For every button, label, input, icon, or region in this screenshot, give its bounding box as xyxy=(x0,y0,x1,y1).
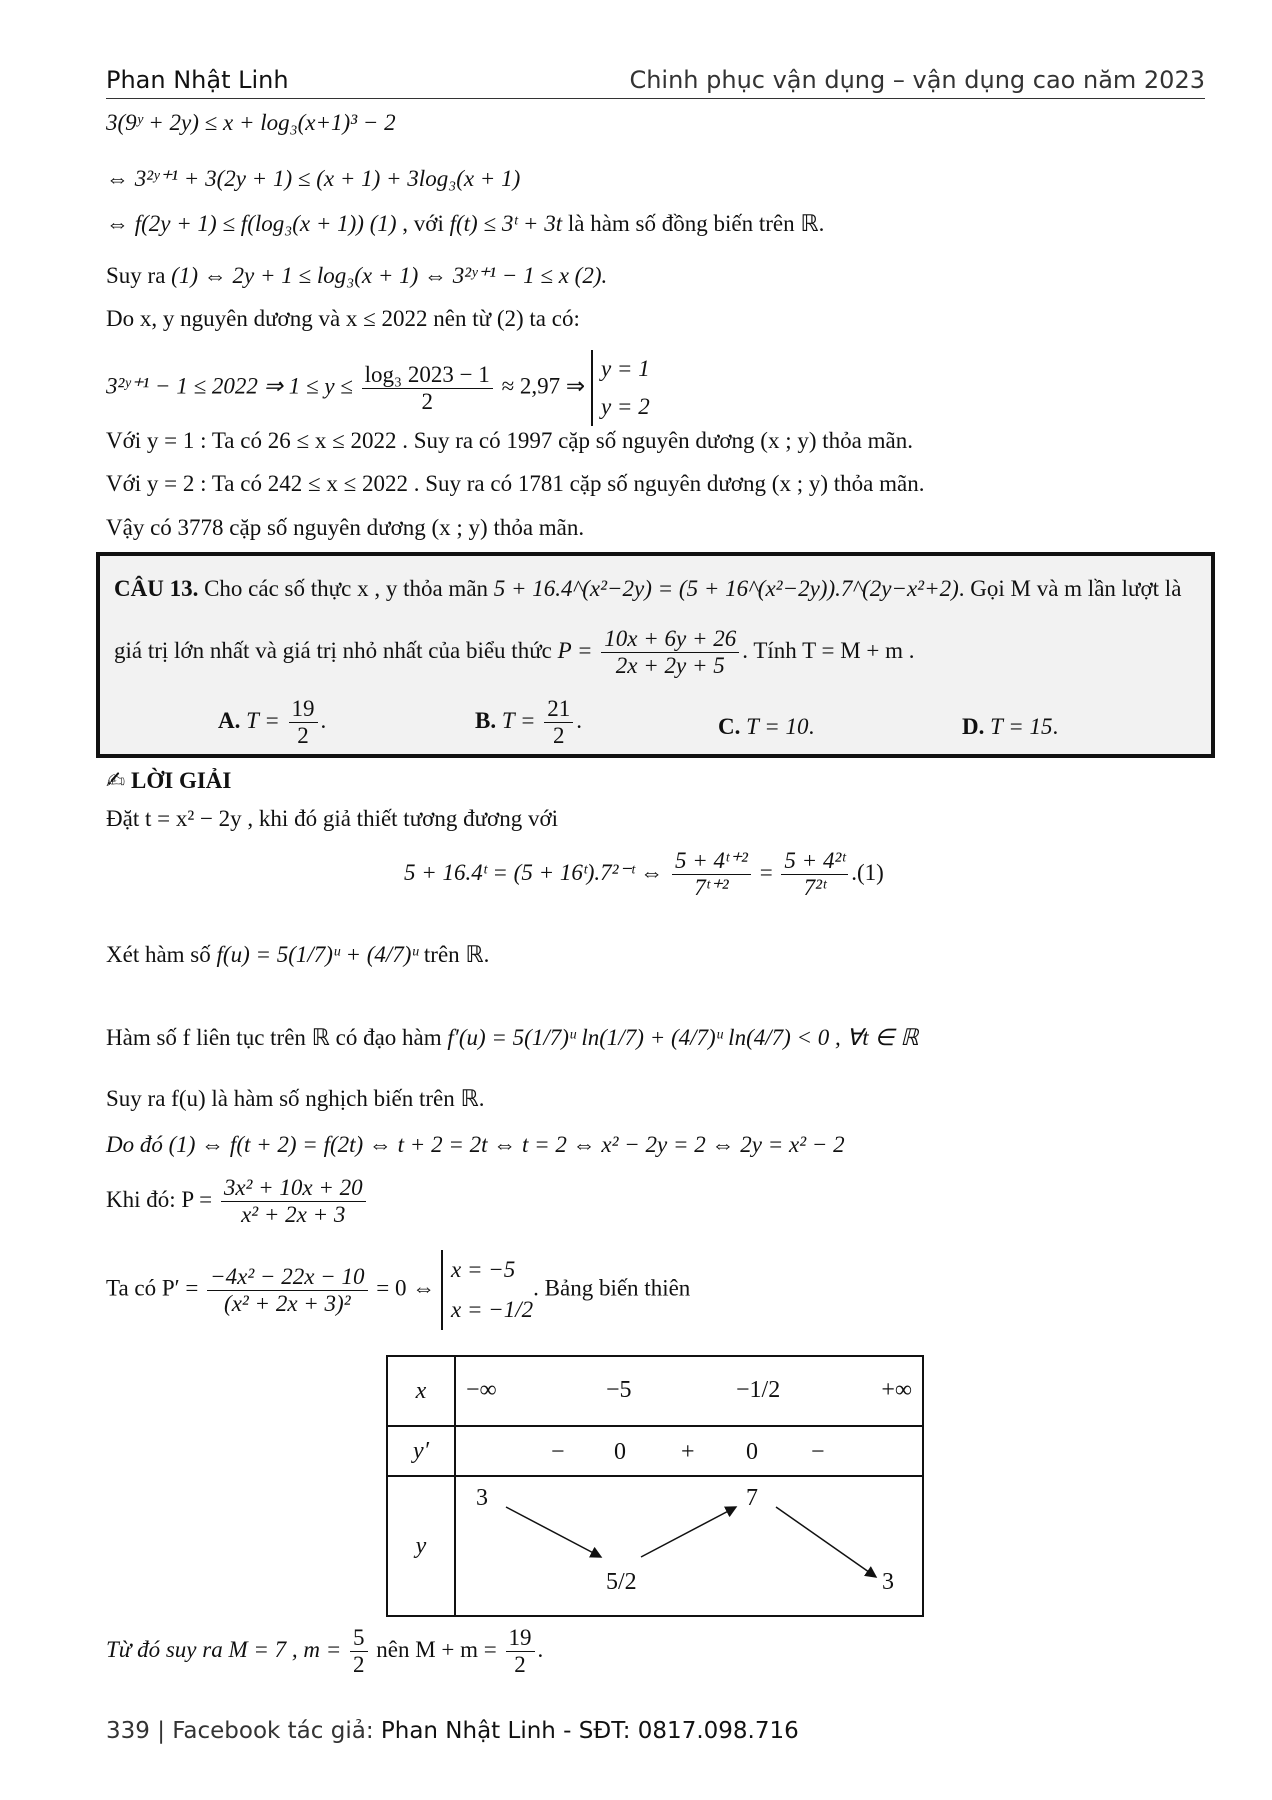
s7-num: 3x² + 10x + 20 xyxy=(221,1175,366,1202)
question-text-2: . Gọi M và m lần lượt là xyxy=(958,576,1182,601)
top-line-3 xyxy=(106,211,824,237)
question-label: CÂU 13. xyxy=(114,576,199,601)
s8-den: (x² + 2x + 3)² xyxy=(224,1290,351,1316)
s9-m-fraction xyxy=(350,1625,368,1678)
question-box xyxy=(96,552,1215,758)
solution-line-8 xyxy=(106,1250,690,1330)
s2-f2-num: 5 + 4²ᵗ xyxy=(781,848,848,875)
solution-line-7 xyxy=(106,1175,369,1228)
y-value-start: 3 xyxy=(476,1485,488,1511)
s7-den: x² + 2x + 3 xyxy=(241,1202,346,1227)
footer-page-number: 339 xyxy=(106,1718,150,1744)
option-a-fraction xyxy=(289,696,318,749)
case-bracket xyxy=(591,350,650,426)
x-value-pos-inf: +∞ xyxy=(881,1377,912,1403)
s3-text: Xét hàm số xyxy=(106,942,211,967)
s2-fraction-2 xyxy=(781,848,848,901)
top-line-3-math: ⇔ f(2y + 1) ≤ f(log₃(x + 1)) (1) xyxy=(106,211,397,236)
option-a-num: 19 xyxy=(289,696,318,723)
case-1: y = 1 xyxy=(600,356,650,381)
solution-line-4 xyxy=(106,1025,918,1051)
s9-r-num: 19 xyxy=(506,1625,535,1652)
header-series: Chinh phục vận dụng – vận dụng cao năm 2023 xyxy=(629,66,1205,94)
top-line-4-text: Suy ra xyxy=(106,263,166,288)
arrow-down-2 xyxy=(776,1507,876,1577)
solution-line-6: Do đó (1) ⇔ f(t + 2) = f(2t) ⇔ t + 2 = 2t ⇔ t = 2 ⇔ x² − 2y = 2 ⇔ 2y = x² − 2 xyxy=(106,1132,845,1157)
page-header xyxy=(106,64,1205,99)
top-line-4-math: (1) ⇔ 2y + 1 ≤ log₃(x + 1) ⇔ 3²ʸ⁺¹ − 1 ≤ x (2). xyxy=(171,263,608,288)
option-d[interactable] xyxy=(962,714,1058,740)
pen-icon: ✍ xyxy=(106,768,126,794)
question-text-3: giá trị lớn nhất và giá trị nhỏ nhất của biểu thức xyxy=(114,637,552,663)
option-a-lhs: T = xyxy=(246,707,280,733)
yp-sign-1: − xyxy=(551,1439,565,1465)
top-line-3-text1: , với xyxy=(402,211,444,236)
yp-zero-2: 0 xyxy=(746,1439,758,1465)
top-line-1: 3(9ʸ + 2y) ≤ x + log₃(x+1)³ − 2 xyxy=(106,110,396,135)
s8-num: −4x² − 22x − 10 xyxy=(207,1264,367,1291)
s3-tail: trên ℝ. xyxy=(423,942,490,967)
arrow-up xyxy=(641,1507,736,1557)
s8-fraction xyxy=(207,1264,367,1317)
s2-left: 5 + 16.4ᵗ = (5 + 16ᵗ).7²⁻ᵗ ⇔ xyxy=(404,859,664,885)
solution-title-text: LỜI GIẢI xyxy=(131,768,232,793)
option-a-label: A. xyxy=(218,707,241,733)
s4-math: f′(u) = 5(1/7)ᵘ ln(1/7) + (4/7)ᵘ ln(4/7) < 0 , ∀t ∈ ℝ xyxy=(447,1025,919,1050)
s9-r-den: 2 xyxy=(514,1652,526,1677)
question-line-1 xyxy=(114,576,1181,602)
option-c-tail: . xyxy=(808,714,815,739)
option-b-den: 2 xyxy=(553,723,565,748)
s2-f2-den: 7²ᵗ xyxy=(803,875,826,900)
top-line-5: Do x, y nguyên dương và x ≤ 2022 nên từ (2) ta có: xyxy=(106,306,580,331)
top-line-3-fn: f(t) ≤ 3ᵗ + 3t xyxy=(449,211,563,236)
fraction-numerator: log₃ 2023 − 1 xyxy=(362,362,493,389)
p-fraction xyxy=(601,626,739,679)
y-value-max: 7 xyxy=(746,1485,758,1511)
page-footer xyxy=(106,1718,799,1744)
y-value-end: 3 xyxy=(882,1569,894,1595)
yp-sign-2: + xyxy=(681,1439,695,1465)
p-denominator: 2x + 2y + 5 xyxy=(615,653,725,678)
s2-f1-den: 7ᵗ⁺² xyxy=(694,875,729,900)
option-b[interactable] xyxy=(475,696,582,749)
s9-tail: . xyxy=(537,1636,544,1662)
arrow-down-1 xyxy=(506,1507,601,1557)
table-x-row xyxy=(455,1356,923,1426)
top-line-9: Vậy có 3778 cặp số nguyên dương (x ; y) thỏa mãn. xyxy=(106,515,585,540)
s8-case-2: x = −1/2 xyxy=(451,1297,534,1322)
s8-left: Ta có P′ = xyxy=(106,1275,199,1301)
option-d-label: D. xyxy=(962,714,985,739)
top-line-4 xyxy=(106,263,607,289)
solution-line-5: Suy ra f(u) là hàm số nghịch biến trên ℝ. xyxy=(106,1086,485,1111)
footer-author-contact: Phan Nhật Linh - SĐT: 0817.098.716 xyxy=(380,1718,799,1744)
table-x-label: x xyxy=(387,1356,455,1426)
s4-text: Hàm số f liên tục trên ℝ có đạo hàm xyxy=(106,1025,442,1050)
option-b-num: 21 xyxy=(544,696,573,723)
y-value-min: 5/2 xyxy=(606,1569,637,1595)
option-b-fraction xyxy=(544,696,573,749)
yp-zero-1: 0 xyxy=(614,1439,626,1465)
question-text-4: . Tính T = M + m . xyxy=(742,637,915,663)
p-left: P = xyxy=(557,637,593,663)
s8-case-1: x = −5 xyxy=(451,1257,516,1282)
s8-case-bracket xyxy=(441,1250,533,1330)
variation-arrows xyxy=(456,1477,924,1617)
s2-eq: = xyxy=(759,859,773,885)
header-author: Phan Nhật Linh xyxy=(106,66,289,94)
top-line-6-fraction xyxy=(362,362,493,415)
top-line-6-right: ≈ 2,97 ⇒ xyxy=(501,373,586,399)
s7-fraction xyxy=(221,1175,366,1228)
option-a[interactable] xyxy=(218,696,326,749)
x-value-neg-inf: −∞ xyxy=(466,1377,497,1403)
option-a-tail: . xyxy=(320,707,327,733)
s3-math: f(u) = 5(1/7)ᵘ + (4/7)ᵘ xyxy=(216,942,419,967)
x-value-neg5: −5 xyxy=(606,1377,632,1403)
s2-fraction-1 xyxy=(672,848,751,901)
option-c[interactable] xyxy=(718,714,814,740)
yp-sign-3: − xyxy=(811,1439,825,1465)
option-d-lhs: T = 15 xyxy=(990,714,1053,739)
table-yp-row xyxy=(455,1426,923,1476)
table-yp-label: y′ xyxy=(387,1426,455,1476)
option-b-lhs: T = xyxy=(501,707,536,733)
top-line-3-text2: là hàm số đồng biến trên ℝ. xyxy=(567,211,825,236)
case-2: y = 2 xyxy=(600,394,650,419)
s8-tail: . Bảng biến thiên xyxy=(533,1275,691,1301)
x-value-neg-half: −1/2 xyxy=(736,1377,781,1403)
option-b-label: B. xyxy=(475,707,497,733)
variation-table xyxy=(386,1355,924,1617)
table-y-label: y xyxy=(387,1476,455,1616)
footer-label: | Facebook tác giả: xyxy=(157,1718,374,1744)
s2-tail: .(1) xyxy=(851,859,884,885)
solution-line-2 xyxy=(404,848,884,901)
option-d-tail: . xyxy=(1052,714,1059,739)
s9-left: Từ đó suy ra M = 7 , m = xyxy=(106,1636,342,1662)
question-text-1: Cho các số thực x , y thỏa mãn xyxy=(204,576,489,601)
top-line-7: Với y = 1 : Ta có 26 ≤ x ≤ 2022 . Suy ra có 1997 cặp số nguyên dương (x ; y) thỏa mãn. xyxy=(106,428,913,453)
option-a-den: 2 xyxy=(297,723,309,748)
solution-line-9 xyxy=(106,1625,543,1678)
s2-f1-num: 5 + 4ᵗ⁺² xyxy=(672,848,751,875)
s9-r-fraction xyxy=(506,1625,535,1678)
top-line-6-left: 3²ʸ⁺¹ − 1 ≤ 2022 ⇒ 1 ≤ y ≤ xyxy=(106,373,353,399)
solution-line-1: Đặt t = x² − 2y , khi đó giả thiết tương đương với xyxy=(106,806,559,831)
option-c-label: C. xyxy=(718,714,741,739)
s9-m-num: 5 xyxy=(350,1625,368,1652)
s8-mid: = 0 ⇔ xyxy=(376,1275,436,1301)
solution-line-3 xyxy=(106,942,489,968)
top-line-6 xyxy=(106,350,650,426)
option-b-tail: . xyxy=(576,707,582,733)
fraction-denominator: 2 xyxy=(421,388,433,414)
top-line-2: ⇔ 3²ʸ⁺¹ + 3(2y + 1) ≤ (x + 1) + 3log₃(x + 1) xyxy=(106,166,521,191)
option-c-lhs: T = 10 xyxy=(746,714,809,739)
solution-title xyxy=(106,768,231,794)
s7-left: Khi đó: P = xyxy=(106,1186,213,1212)
top-line-8: Với y = 2 : Ta có 242 ≤ x ≤ 2022 . Suy ra có 1781 cặp số nguyên dương (x ; y) thỏa mãn. xyxy=(106,471,925,496)
s9-m-den: 2 xyxy=(353,1652,365,1677)
question-equation: 5 + 16.4^(x²−2y) = (5 + 16^(x²−2y)).7^(2y−x²+2) xyxy=(493,576,959,601)
s9-mid: nên M + m = xyxy=(376,1636,497,1662)
table-y-row xyxy=(455,1476,923,1616)
question-line-2 xyxy=(114,626,915,679)
p-numerator: 10x + 6y + 26 xyxy=(601,626,739,653)
